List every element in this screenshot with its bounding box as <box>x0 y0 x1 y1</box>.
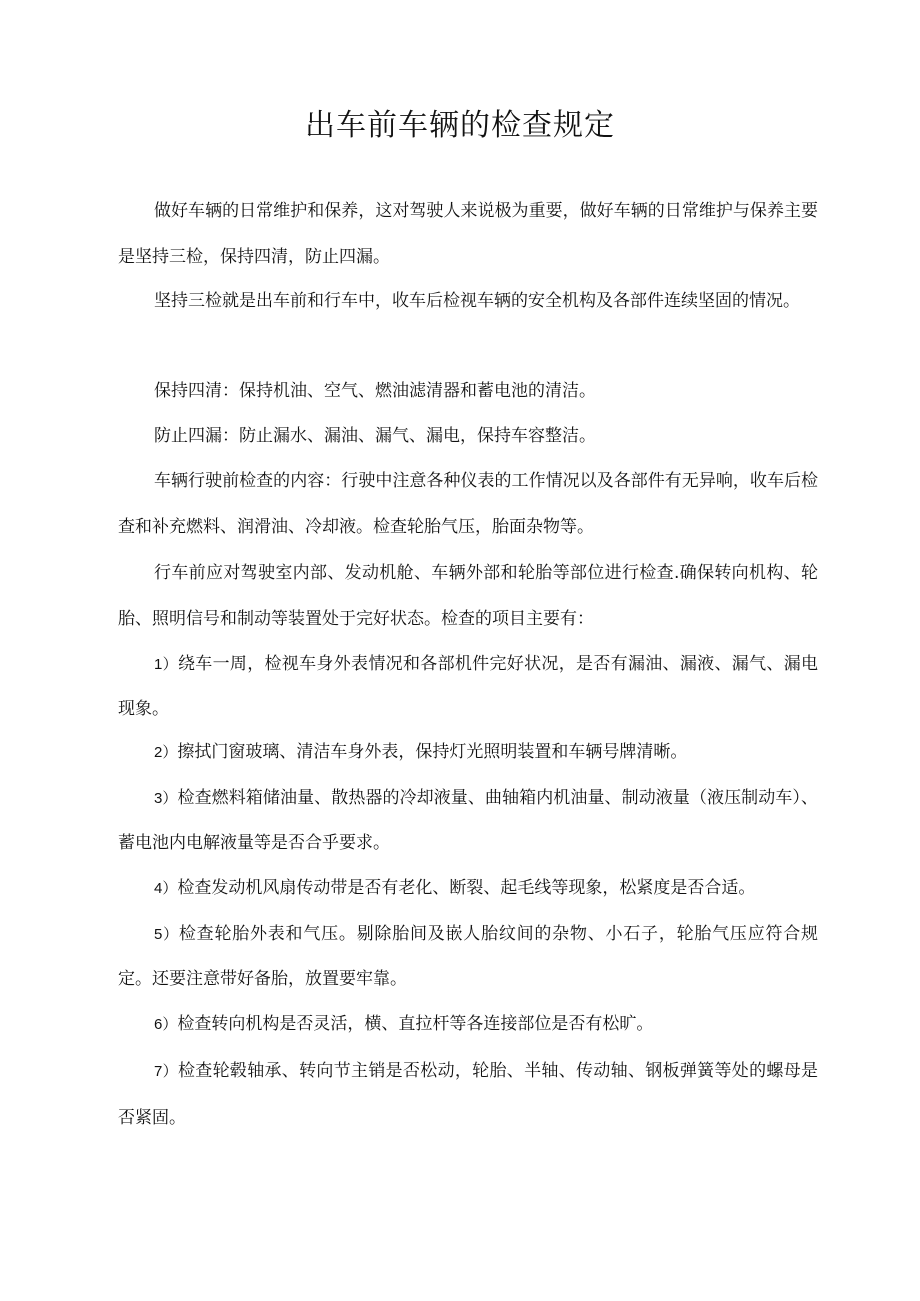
item-number: 5） <box>154 926 179 943</box>
list-item <box>118 642 818 731</box>
list-item <box>118 912 818 1001</box>
item-text: 擦拭门窗玻璃、清洁车身外表，保持灯光照明装置和车辆号牌清晰。 <box>177 742 688 762</box>
item-text: 绕车一周，检视车身外表情况和各部机件完好状况，是否有漏油、漏液、漏气、漏电现象。 <box>118 654 819 719</box>
item-number: 4） <box>154 880 178 897</box>
paragraph-inspection-content: 车辆行驶前检查的内容：行驶中注意各种仪表的工作情况以及各部件有无异响，收车后检查和补充燃料、润滑油、冷却液。检查轮胎气压，胎面杂物等。 <box>118 471 818 537</box>
list-item <box>118 730 818 775</box>
list-item <box>118 866 818 911</box>
paragraph-four-leaks: 防止四漏：防止漏水、漏油、漏气、漏电，保持车容整洁。 <box>154 426 596 446</box>
item-number: 1） <box>154 656 178 673</box>
item-text: 检查转向机构是否灵活，横、直拉杆等各连接部位是否有松旷。 <box>177 1014 654 1034</box>
paragraph-four-clean: 保持四清：保持机油、空气、燃油滤清器和蓄电池的清洁。 <box>154 381 596 401</box>
paragraph-pre-drive: 行车前应对驾驶室内部、发动机舱、车辆外部和轮胎等部位进行检查.确保转向机构、轮胎、照明信号和制动等装置处于完好状态。检查的项目主要有： <box>118 563 818 629</box>
paragraph-intro: 做好车辆的日常维护和保养，这对驾驶人来说极为重要，做好车辆的日常维护与保养主要是坚持三检，保持四清，防止四漏。 <box>118 201 818 267</box>
item-text: 检查轮毂轴承、转向节主销是否松动，轮胎、半轴、传动轴、钢板弹簧等处的螺母是否紧固。 <box>118 1061 819 1128</box>
item-text: 检查燃料箱储油量、散热器的冷却液量、曲轴箱内机油量、制动液量（液压制动车）、蓄电池内电解液量等是否合乎要求。 <box>118 788 819 853</box>
item-number: 6） <box>154 1016 178 1033</box>
item-text: 检查发动机风扇传动带是否有老化、断裂、起毛线等现象，松紧度是否合适。 <box>177 878 756 898</box>
item-number: 7） <box>154 1063 178 1080</box>
item-number: 3） <box>154 790 178 807</box>
list-item <box>118 1002 818 1047</box>
paragraph-three-checks: 坚持三检就是出车前和行车中，收车后检视车辆的安全机构及各部件连续坚固的情况。 <box>154 291 800 311</box>
list-item <box>118 776 818 865</box>
page-title: 出车前车辆的检查规定 <box>305 108 615 143</box>
list-item <box>118 1048 818 1141</box>
item-text: 检查轮胎外表和气压。剔除胎间及嵌人胎纹间的杂物、小石子，轮胎气压应符合规定。还要注意带好备胎，放置要牢靠。 <box>118 924 819 989</box>
item-number: 2） <box>154 744 178 761</box>
